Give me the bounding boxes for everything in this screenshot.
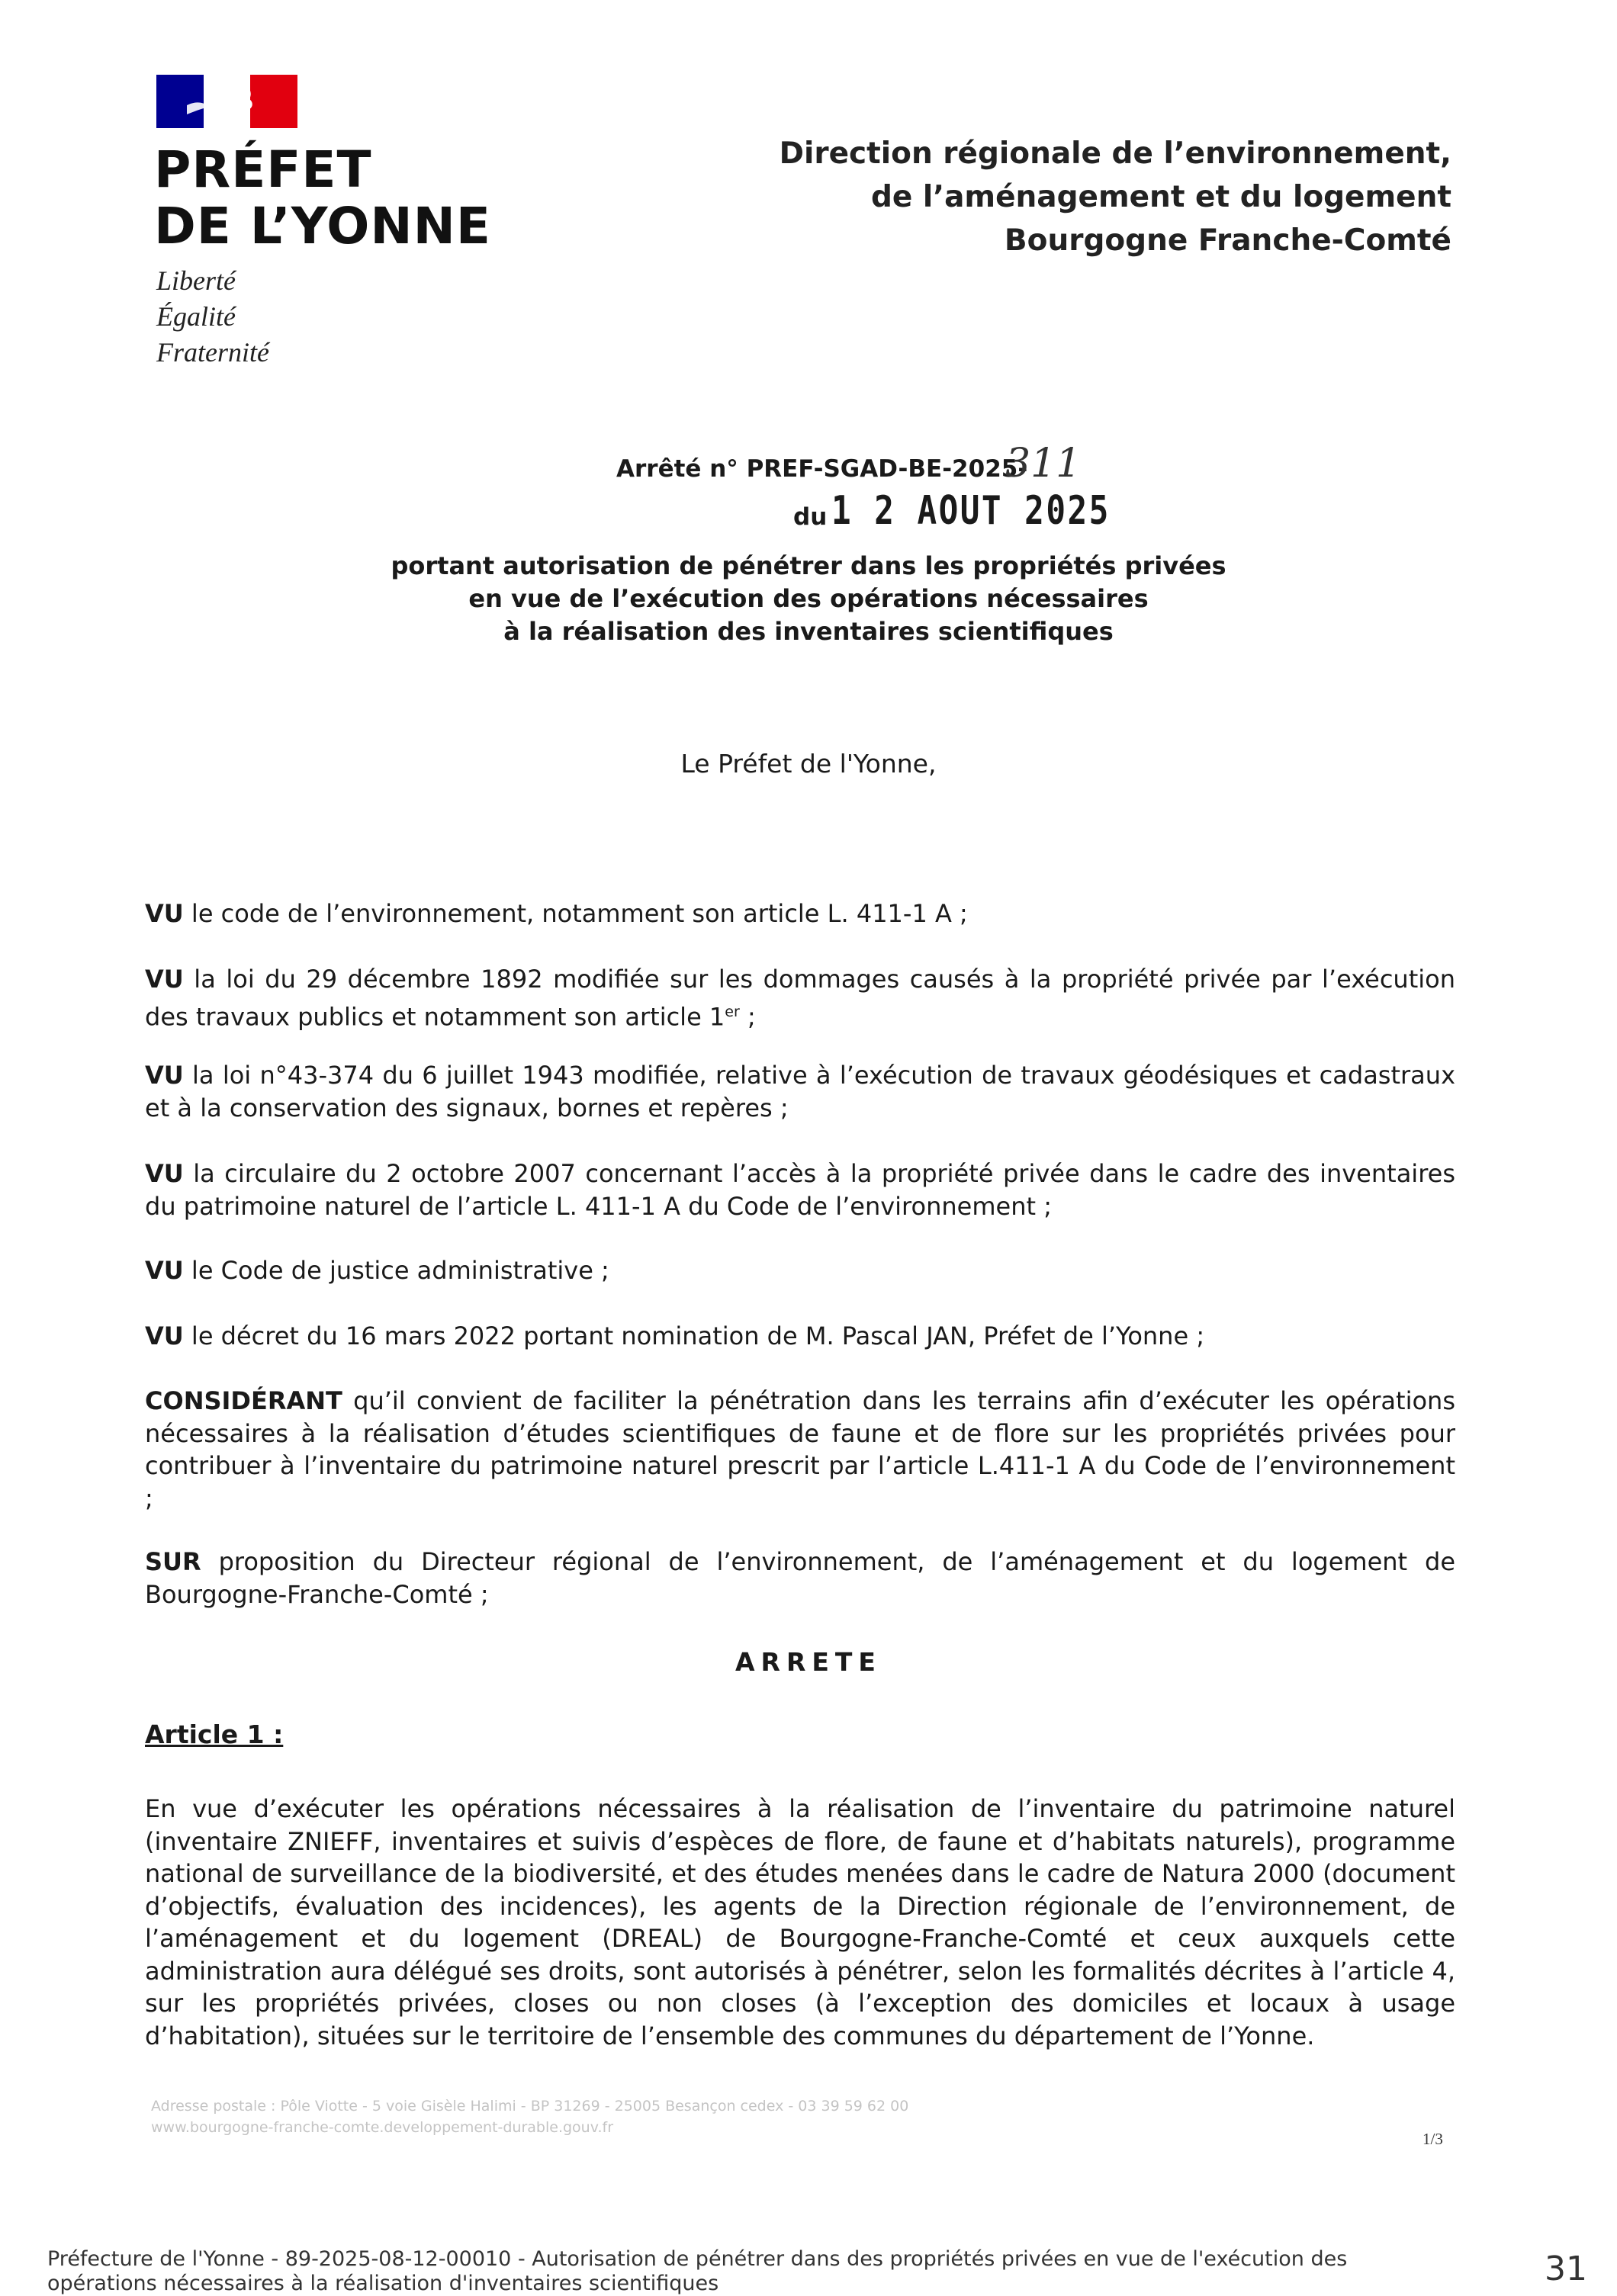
date-stamp: 1 2 AOUT 2025 (831, 488, 1111, 534)
article-1-heading: Article 1 : (145, 1720, 284, 1749)
footer-address: Adresse postale : Pôle Viotte - 5 voie Gisèle Halimi - BP 31269 - 25005 Besançon cedex - 03 39 59 62 00 (151, 2098, 909, 2115)
prefet-line: Le Préfet de l'Yonne, (680, 749, 937, 779)
visa-keyword: VU (145, 1321, 184, 1350)
arrete-number: Arrêté n° PREF-SGAD-BE-2025- (616, 455, 1028, 483)
prefet-title-line2: DE L’YONNE (154, 197, 491, 255)
visa-text: la loi n°43-374 du 6 juillet 1943 modifiée, relative à l’exécution de travaux géodésiques et cadastraux et à la conservation des signaux, bornes et repères ; (145, 1061, 1455, 1122)
sur-proposition-paragraph (145, 1546, 1455, 1610)
visa-text: la circulaire du 2 octobre 2007 concernant l’accès à la propriété privée dans le cadre des inventaires du patrimoine naturel de l’article L. 411-1 A du Code de l’environnement ; (145, 1159, 1455, 1221)
visa-text: le Code de justice administrative ; (183, 1256, 609, 1285)
flag-blue-band (156, 75, 204, 128)
footer-website: www.bourgogne-franche-comte.developpement-durable.gouv.fr (151, 2119, 614, 2136)
page-number: 31 (1545, 2249, 1587, 2288)
arrete-title: ARRETE (735, 1647, 882, 1677)
devise-liberte: Liberté (156, 265, 236, 296)
visa-keyword: VU (145, 1061, 184, 1090)
visa-text-tail: ; (739, 1002, 756, 1032)
visa-keyword: VU (145, 1256, 184, 1285)
article-1-text: En vue d’exécuter les opérations nécessaires à la réalisation de l’inventaire du patrimoine naturel (inventaire ZNIEFF, inventaires et suivis d’espèces de flore, de faune et d’habitats naturels), programme national de surveillance de la biodiversité, et des études menées dans le cadre de Natura 2000 (document d’objectifs, évaluation des incidences), les agents de la Direction régionale de l’environnement, de l’aménagement et du logement (DREAL) de Bourgogne-Franche-Comté et ceux auxquels cette administration aura délégué ses droits, sont autorisés à pénétrer, selon les formalités décrites à l’article 4, sur les propriétés privées, closes ou non closes (à l’exception des domiciles et locaux à usage d’habitation), situées sur le territoire de l’ensemble des communes du département de l’Yonne. (145, 1794, 1455, 2050)
considerant-text: qu’il convient de faciliter la pénétration dans les terrains afin d’exécuter les opérations nécessaires à la réalisation d’études scientifiques de faune et de flore sur les propriétés privées pour contribuer à l’inventaire du patrimoine naturel prescrit par l’article L.411-1 A du Code de l’environnement ; (145, 1386, 1455, 1513)
visa-text: la loi du 29 décembre 1892 modifiée sur les dommages causés à la propriété privée par l’exécution des travaux publics et notamment son article 1 (145, 965, 1455, 1032)
subject-line3: à la réalisation des inventaires scientifiques (503, 617, 1114, 646)
visa-code-environnement (145, 898, 1455, 930)
dreal-line1: Direction régionale de l’environnement, (779, 136, 1451, 171)
page-fraction: 1/3 (1423, 2130, 1443, 2148)
visa-text: le décret du 16 mars 2022 portant nomination de M. Pascal JAN, Préfet de l’Yonne ; (183, 1321, 1205, 1350)
subject-line1: portant autorisation de pénétrer dans les propriétés privées (391, 551, 1226, 580)
flag-red-band (250, 75, 297, 128)
visa-superscript: er (725, 1003, 740, 1020)
considerant-paragraph (145, 1385, 1455, 1514)
date-du-label: du (793, 503, 828, 531)
visa-circulaire-2007 (145, 1158, 1455, 1222)
visa-loi-1892 (145, 963, 1455, 1033)
devise-egalite: Égalité (156, 301, 236, 332)
visa-keyword: VU (145, 899, 184, 928)
subject-line2: en vue de l’exécution des opérations nécessaires (468, 584, 1149, 613)
dreal-line3: Bourgogne Franche-Comté (1004, 223, 1451, 258)
marianne-logo (156, 75, 297, 128)
arrete-handwritten-number: 311 (1005, 441, 1082, 486)
visa-keyword: VU (145, 965, 184, 994)
visa-keyword: VU (145, 1159, 184, 1188)
considerant-keyword: CONSIDÉRANT (145, 1386, 342, 1415)
prefet-title-line1: PRÉFET (154, 140, 372, 199)
visa-decret-2022 (145, 1320, 1455, 1353)
visa-text: le code de l’environnement, notamment son article L. 411-1 A ; (183, 899, 968, 928)
sur-text: proposition du Directeur régional de l’environnement, de l’aménagement et du logement de Bourgogne-Franche-Comté ; (145, 1547, 1455, 1609)
visa-code-justice (145, 1254, 1455, 1287)
sur-keyword: SUR (145, 1547, 201, 1576)
dreal-line2: de l’aménagement et du logement (870, 180, 1451, 214)
devise-fraternite: Fraternité (156, 337, 269, 368)
document-caption: Préfecture de l'Yonne - 89-2025-08-12-00010 - Autorisation de pénétrer dans des propriétés privées en vue de l'exécution des opérations nécessaires à la réalisation d'inventaires scientifiques (47, 2247, 1348, 2295)
visa-loi-1943 (145, 1059, 1455, 1124)
